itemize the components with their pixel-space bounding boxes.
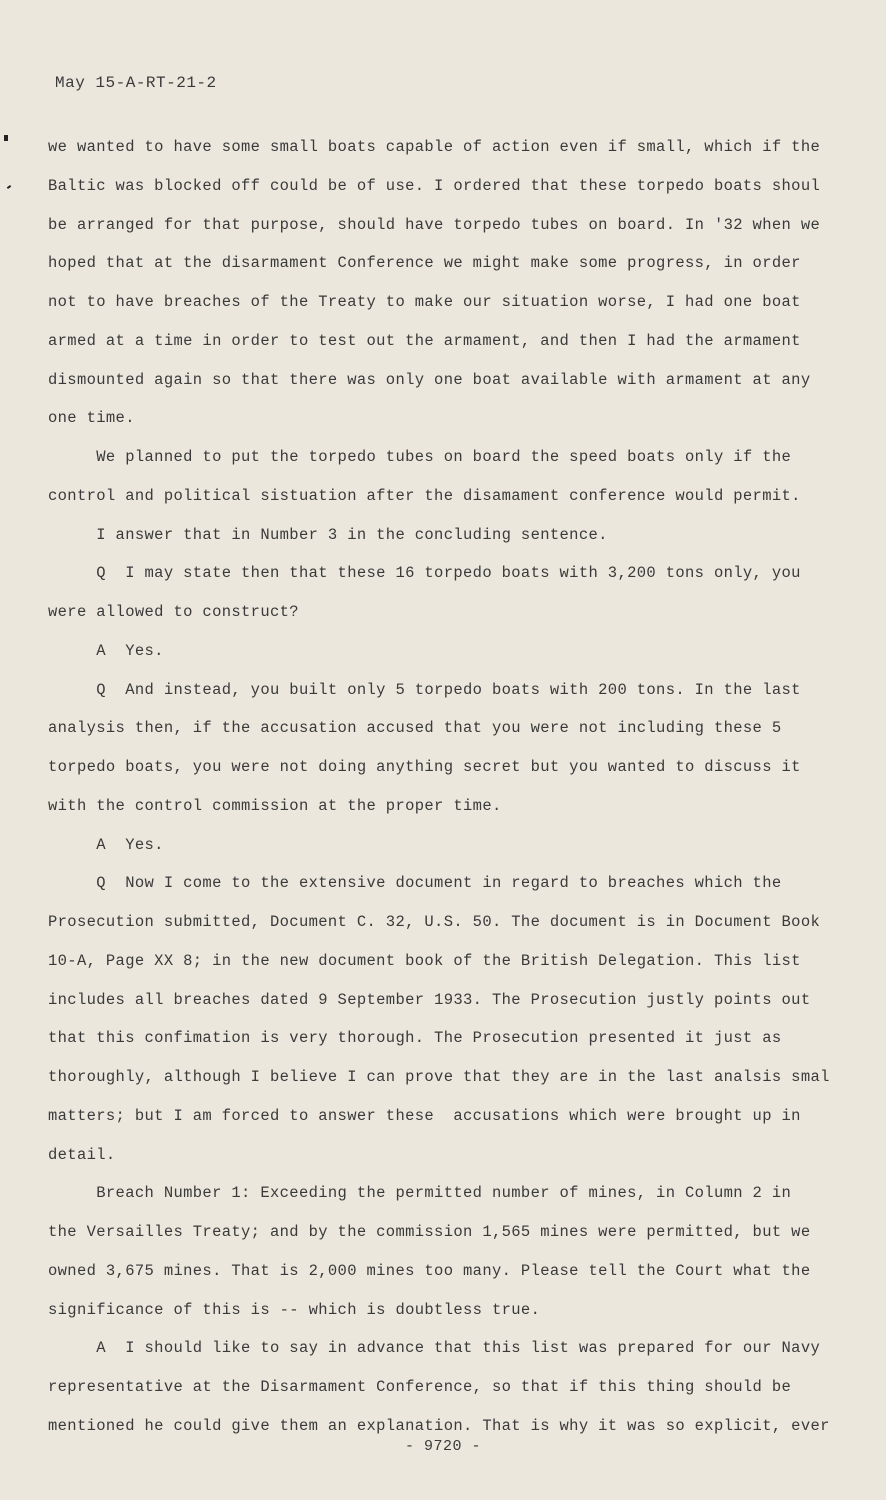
text-line: matters; but I am forced to answer these accusations which were brought up in [48,1106,801,1125]
text-line: Q I may state then that these 16 torpedo boats with 3,200 tons only, you [48,564,801,583]
text-line: owned 3,675 mines. That is 2,000 mines too many. Please tell the Court what the [48,1261,811,1280]
text-line: representative at the Disarmament Conference, so that if this thing should be [48,1378,792,1396]
text-line: includes all breaches dated 9 September 1933. The Prosecution justly points out [48,990,811,1009]
text-line: A Yes. [48,835,164,854]
text-line: not to have breaches of the Treaty to make our situation worse, I had one boat [48,293,801,311]
text-line: We planned to put the torpedo tubes on board the speed boats only if the [48,448,792,466]
text-line: detail. [48,1145,116,1164]
text-line: A I should like to say in advance that this list was prepared for our Navy [48,1339,821,1358]
text-line: analysis then, if the accusation accused that you were not including these 5 [48,719,782,738]
text-line: we wanted to have some small boats capable of action even if small, which if the [48,138,821,156]
transcript-body [48,128,840,1446]
text-line: mentioned he could give them an explanation. That is why it was so explicit, ever [48,1416,830,1435]
margin-mark [4,135,8,141]
text-line: Prosecution submitted, Document C. 32, U.S. 50. The document is in Document Book [48,913,821,931]
text-line: A Yes. [48,641,164,660]
text-line: hoped that at the disarmament Conference we might make some progress, in order [48,254,801,273]
text-line: Baltic was blocked off could be of use. I ordered that these torpedo boats shoul [48,176,821,195]
text-line: that this confimation is very thorough. The Prosecution presented it just as [48,1029,782,1048]
text-line: significance of this is -- which is doubtless true. [48,1300,541,1319]
text-line: were allowed to construct? [48,603,299,621]
text-line: thoroughly, although I believe I can prove that they are in the last analsis smal [48,1068,830,1086]
text-line: one time. [48,409,135,428]
margin-mark [7,185,11,189]
text-line: I answer that in Number 3 in the concluding sentence. [48,525,608,544]
text-line: be arranged for that purpose, should have torpedo tubes on board. In '32 when we [48,215,821,234]
text-line: Q And instead, you built only 5 torpedo boats with 200 tons. In the last [48,680,801,699]
text-line: Breach Number 1: Exceeding the permitted number of mines, in Column 2 in [48,1184,792,1203]
text-line: with the control commission at the proper time. [48,796,502,815]
text-line: control and political sistuation after the disamament conference would permit. [48,486,801,505]
text-line: Q Now I come to the extensive document in regard to breaches which the [48,874,782,893]
text-line: dismounted again so that there was only one boat available with armament at any [48,370,811,389]
text-line: the Versailles Treaty; and by the commission 1,565 mines were permitted, but we [48,1223,811,1241]
page-number: - 9720 - [404,1438,481,1455]
text-line: torpedo boats, you were not doing anything secret but you wanted to discuss it [48,758,801,776]
text-line: 10-A, Page XX 8; in the new document book of the British Delegation. This list [48,951,801,970]
document-reference: May 15-A-RT-21-2 [55,74,217,92]
text-line: armed at a time in order to test out the armament, and then I had the armament [48,331,801,350]
